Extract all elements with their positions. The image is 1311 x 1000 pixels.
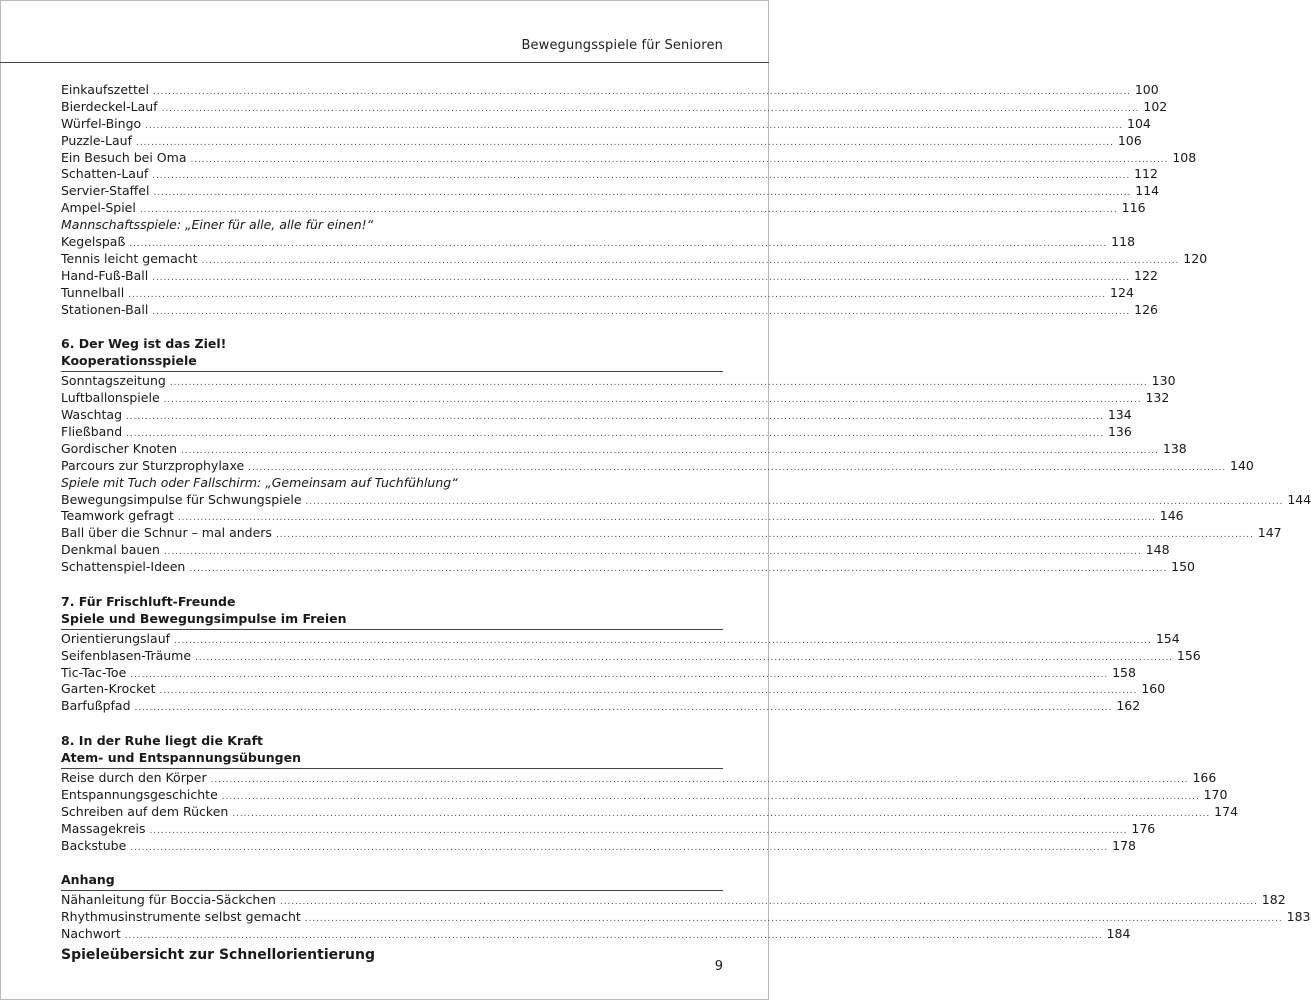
toc-group [61,373,1254,474]
toc-entry [61,301,1158,319]
toc-entry-page: 134 [1107,407,1132,423]
toc-entry-title: Ein Besuch bei Oma [61,149,187,165]
toc-entry-title: Tunnelball [61,284,125,300]
section-rule [61,768,723,769]
section-rule [61,890,723,891]
dot-leader: .................................................................................................................................................................................................................................................................... [128,289,1107,300]
dot-leader: .................................................................................................................................................................................................................................................................... [130,669,1109,680]
dot-leader: .................................................................................................................................................................................................................................................................... [189,564,1168,575]
toc-group [61,491,1311,576]
section-heading-title: 6. Der Weg ist das Ziel! [61,336,227,352]
toc-entry [61,183,1160,200]
toc-entry-page: 184 [1106,926,1131,942]
toc-entry-title: Stationen-Ball [61,301,149,317]
toc-entry [61,491,1311,509]
toc-entry-title: Seifenblasen-Träume [61,647,192,663]
dot-leader: .................................................................................................................................................................................................................................................................... [135,137,1114,148]
dot-leader: .................................................................................................................................................................................................................................................................... [161,103,1140,114]
toc-entry-title: Denkmal bauen [61,542,160,558]
running-title: Bewegungsspiele für Senioren [521,38,723,53]
dot-leader: .................................................................................................................................................................................................................................................................... [145,120,1123,131]
toc-entry [61,630,1180,648]
toc-entry-page: 138 [1162,440,1187,456]
toc-entry-title: Bewegungsimpulse für Schwungspiele [61,491,302,507]
spacer [61,854,723,871]
toc-entry-title: Entspannungsgeschichte [61,786,218,802]
toc-entry [61,926,1131,943]
toc-entry-title: Garten-Krocket [61,681,156,697]
toc-entry-page: 174 [1214,803,1239,819]
dot-leader: .................................................................................................................................................................................................................................................................... [153,87,1131,97]
toc-entry-title: Gordischer Knoten [61,440,178,456]
dot-leader: .................................................................................................................................................................................................................................................................... [275,530,1254,541]
dot-leader: .................................................................................................................................................................................................................................................................... [152,306,1131,317]
toc-entry-page: 126 [1134,301,1158,317]
section-heading-title: 7. Für Frischluft-Freunde [61,593,236,609]
section-heading-title: 8. In der Ruhe liegt die Kraft [61,733,263,748]
toc-entry-page: 140 [1230,457,1254,473]
dot-leader: .................................................................................................................................................................................................................................................................... [177,513,1156,524]
toc-entry-title: Puzzle-Lauf [61,132,132,148]
toc-entry-title: Teamwork gefragt [61,508,174,524]
dot-leader: .................................................................................................................................................................................................................................................................... [159,686,1138,697]
toc-entry-title: Ampel-Spiel [61,200,136,216]
toc-entry-page: 176 [1131,820,1156,836]
toc-entry-page: 114 [1135,183,1160,199]
toc-entry-page: 116 [1121,200,1146,216]
toc-entry-page: 154 [1155,630,1180,646]
section-heading-subtitle: Spiele und Bewegungsimpulse im Freien [61,610,347,626]
dot-leader: .................................................................................................................................................................................................................................................................... [139,205,1118,216]
toc-entry [61,166,1158,183]
dot-leader: .................................................................................................................................................................................................................................................................... [221,791,1200,802]
section-heading-subtitle: Atem- und Entspannungsübungen [61,750,301,765]
toc-entry-title: Waschtag [61,407,123,423]
dot-leader: .................................................................................................................................................................................................................................................................... [181,445,1159,456]
toc-entry-title: Luftballonspiele [61,390,160,406]
toc-entry-page: 178 [1112,837,1136,853]
dot-leader: .................................................................................................................................................................................................................................................................... [126,412,1104,423]
dot-leader: .................................................................................................................................................................................................................................................................... [304,914,1283,925]
toc-entry-page: 130 [1151,373,1176,389]
toc-entry [61,892,1286,909]
toc-entry-page: 102 [1143,98,1168,114]
toc-entry-title: Schattenspiel-Ideen [61,559,186,575]
toc-group [61,892,1311,943]
toc-entry [61,284,1134,302]
toc-entry-page: 120 [1183,250,1208,266]
toc-entry [61,803,1239,821]
toc-entry-title: Fließband [61,423,123,439]
toc-entry-page: 182 [1261,892,1286,908]
toc-entry [61,390,1170,407]
toc-entry [61,698,1141,715]
toc-entry-title: Bierdeckel-Lauf [61,98,158,114]
dot-leader: .................................................................................................................................................................................................................................................................... [279,897,1258,908]
dot-leader: .................................................................................................................................................................................................................................................................... [163,547,1142,558]
toc-entry [61,647,1201,665]
toc-entry-page: 183 [1286,909,1311,925]
dot-leader: .................................................................................................................................................................................................................................................................... [152,171,1131,182]
dot-leader: .................................................................................................................................................................................................................................................................... [149,825,1128,836]
toc-entry-page: 158 [1112,664,1136,680]
toc-entry [61,267,1158,285]
toc-entry [61,234,1136,251]
spacer [61,715,723,732]
toc-entry-page: 112 [1134,166,1158,182]
dot-leader: .................................................................................................................................................................................................................................................................... [152,272,1131,283]
toc-entry-title: Servier-Staffel [61,183,150,199]
dot-leader: .................................................................................................................................................................................................................................................................... [130,842,1109,853]
toc-entry [61,770,1217,787]
dot-leader: .................................................................................................................................................................................................................................................................... [201,255,1180,266]
toc-entry-title: Nachwort [61,926,121,942]
dot-leader: .................................................................................................................................................................................................................................................................... [210,775,1189,785]
toc-entry-page: 170 [1203,786,1228,802]
toc-entry-title: Reise durch den Körper [61,770,207,785]
toc-entry-page: 124 [1110,284,1134,300]
toc-entry-page: 100 [1134,82,1159,97]
toc-entry [61,440,1187,458]
dot-leader: .................................................................................................................................................................................................................................................................... [153,188,1132,199]
toc-subheading: Spiele mit Tuch oder Fallschirm: „Gemeinsam auf Tuchfühlung“ [61,474,458,490]
toc-entry-title: Backstube [61,837,127,853]
toc-entry [61,407,1132,424]
section-heading [61,732,723,768]
toc-entry [61,250,1208,268]
toc-entry-page: 108 [1172,149,1197,165]
toc-entry-title: Massagekreis [61,820,146,836]
toc-entry [61,423,1132,441]
toc-group [61,234,1208,318]
toc-entry-page: 166 [1192,770,1217,785]
toc-entry-page: 162 [1116,698,1141,714]
toc-entry-title: Hand-Fuß-Ball [61,267,149,283]
toc-entry [61,82,1159,99]
toc-entry-page: 104 [1127,115,1151,131]
dot-leader: .................................................................................................................................................................................................................................................................... [190,154,1169,165]
dot-leader: .................................................................................................................................................................................................................................................................... [126,428,1104,439]
toc-entry [61,681,1166,698]
toc-entry-page: 144 [1287,491,1311,507]
dot-leader: .................................................................................................................................................................................................................................................................... [174,635,1152,646]
toc-group [61,770,1239,854]
toc-entry [61,98,1168,116]
toc-entry [61,132,1142,150]
section-heading [61,335,723,371]
toc-entry [61,525,1282,542]
final-heading: Spieleübersicht zur Schnellorientierung [61,946,375,963]
section-heading [61,871,723,890]
toc-entry [61,786,1228,804]
toc-entry-title: Parcours zur Sturzprophylaxe [61,457,245,473]
spacer [61,318,723,335]
page-number: 9 [714,959,723,974]
toc-entry-title: Schatten-Lauf [61,166,149,182]
toc-entry-title: Tennis leicht gemacht [61,250,198,266]
dot-leader: .................................................................................................................................................................................................................................................................... [232,808,1211,819]
toc-entry-title: Einkaufszettel [61,82,150,97]
section-rule [61,371,723,372]
dot-leader: .................................................................................................................................................................................................................................................................... [305,496,1284,507]
section-heading-subtitle: Kooperationsspiele [61,353,197,369]
toc-entry-title: Tic-Tac-Toe [61,664,127,680]
toc-entry-page: 106 [1117,132,1142,148]
toc-entry-title: Würfel-Bingo [61,115,142,131]
toc-entry-page: 156 [1176,647,1201,663]
toc-group [61,82,1197,217]
dot-leader: .................................................................................................................................................................................................................................................................... [129,239,1108,250]
dot-leader: .................................................................................................................................................................................................................................................................... [134,703,1113,714]
toc-entry [61,115,1151,133]
toc-entry-page: 147 [1257,525,1282,541]
toc-entry-title: Schreiben auf dem Rücken [61,803,229,819]
toc-entry [61,542,1170,559]
toc-entry [61,909,1311,926]
toc-entry-page: 122 [1134,267,1158,283]
toc-entry [61,200,1146,217]
toc-entry [61,508,1184,525]
dot-leader: .................................................................................................................................................................................................................................................................... [195,652,1173,663]
spacer [61,576,723,593]
toc-entry-title: Orientierungslauf [61,630,171,646]
toc-entry-page: 136 [1107,423,1132,439]
dot-leader: .................................................................................................................................................................................................................................................................... [248,462,1226,473]
toc-entry-title: Kegelspaß [61,234,126,250]
toc-entry-page: 160 [1141,681,1166,697]
toc-entry-page: 132 [1145,390,1170,406]
toc-entry [61,457,1254,475]
toc-entry-title: Ball über die Schnur – mal anders [61,525,272,541]
toc-entry-title: Barfußpfad [61,698,131,714]
toc-entry [61,373,1176,390]
toc-entry [61,149,1197,167]
toc-entry-page: 148 [1145,542,1170,558]
toc-entry-title: Rhythmusinstrumente selbst gemacht [61,909,301,925]
toc-entry [61,837,1136,855]
section-heading [61,593,723,629]
toc-entry [61,559,1196,576]
header-rule [0,62,769,63]
section-rule [61,629,723,630]
toc-entry-page: 150 [1171,559,1196,575]
toc-group [61,630,1201,715]
toc-entry-title: Sonntagszeitung [61,373,166,389]
toc-entry [61,820,1156,838]
toc-subheading: Mannschaftsspiele: „Einer für alle, alle für einen!“ [61,217,374,233]
dot-leader: .................................................................................................................................................................................................................................................................... [163,395,1142,406]
toc-entry [61,664,1136,682]
toc-entry-page: 146 [1159,508,1184,524]
section-heading-title: Anhang [61,872,115,888]
table-of-contents [61,82,1311,964]
toc-entry-page: 118 [1111,234,1136,250]
toc-entry-title: Nähanleitung für Boccia-Säckchen [61,892,276,908]
dot-leader: .................................................................................................................................................................................................................................................................... [169,378,1148,389]
dot-leader: .................................................................................................................................................................................................................................................................... [124,931,1103,942]
